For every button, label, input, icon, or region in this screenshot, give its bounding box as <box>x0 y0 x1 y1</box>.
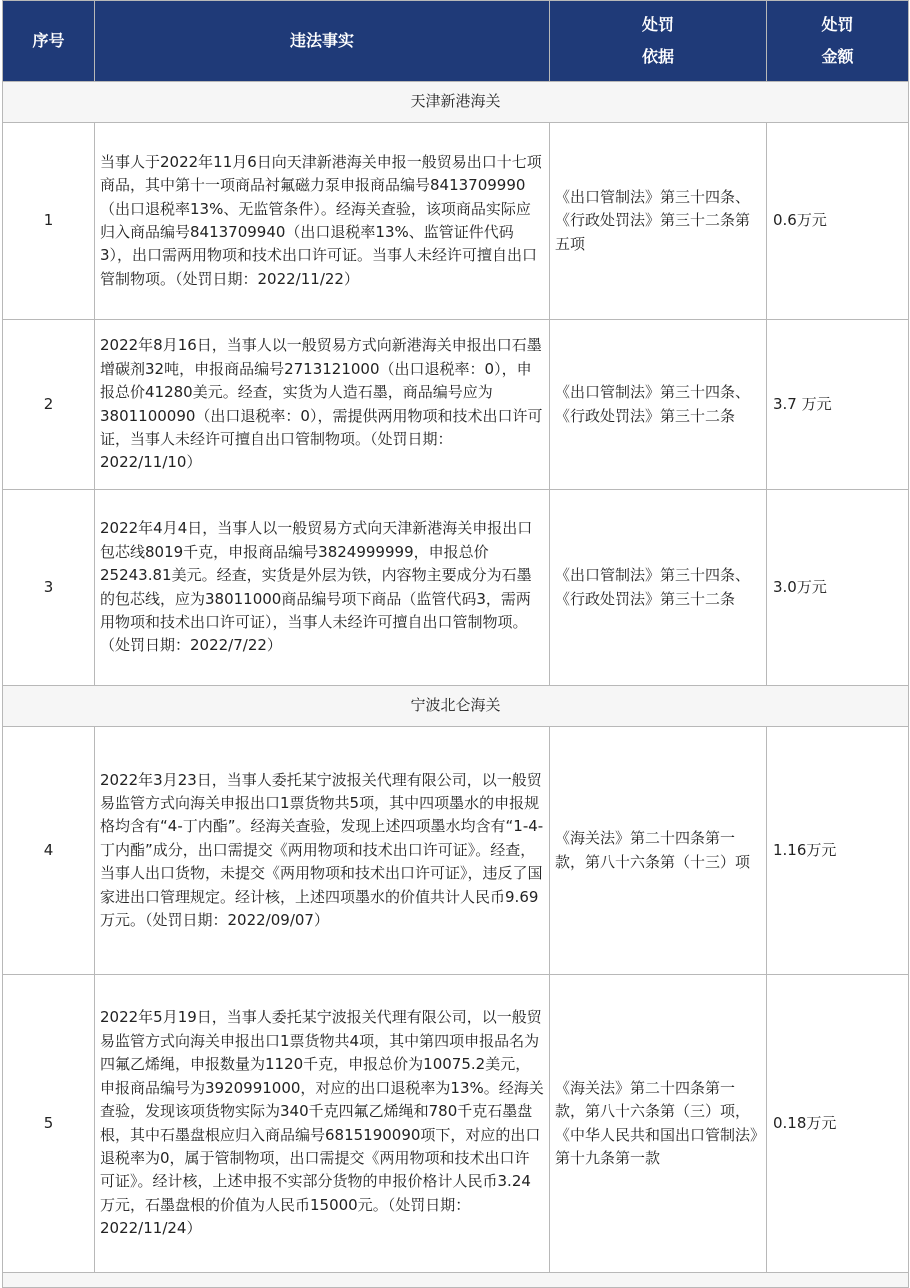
penalty-basis: 《出口管制法》第三十四条、《行政处罚法》第三十二条 <box>550 490 767 686</box>
violation-facts: 2022年8月16日，当事人以一般贸易方式向新港海关申报出口石墨增碳剂32吨，申报商品编号2713121000（出口退税率：0），申报总价41280美元。经查，实货为人造石墨，商品编号应为3801100090（出口退税率：0），需提供两用物项和技术出口许可证，当事人未经许可擅自出口管制物项。（处罚日期：2022/11/10） <box>95 320 550 490</box>
violation-facts: 2022年3月23日，当事人委托某宁波报关代理有限公司，以一般贸易监管方式向海关申报出口1票货物共5项，其中四项墨水的申报规格均含有“4-丁内酯”。经海关查验，发现上述四项墨水均含有“1-4-丁内酯”成分，出口需提交《两用物项和技术出口许可证》。经查，当事人出口货物，未提交《两用物项和技术出口许可证》，违反了国家进出口管理规定。经计核，上述四项墨水的价值共计人民币9.69万元。（处罚日期：2022/09/07） <box>95 727 550 975</box>
section-title: 天津新港海关 <box>3 82 909 123</box>
violation-facts: 2022年4月4日，当事人以一般贸易方式向天津新港海关申报出口包芯线8019千克，申报商品编号3824999999，申报总价25243.81美元。经查，实货是外层为铁，内容物主要成分为石墨的包芯线，应为38011000商品编号项下商品（监管代码3，需两用物项和技术出口许可证），当事人未经许可擅自出口管制物项。（处罚日期：2022/7/22） <box>95 490 550 686</box>
penalty-basis: 《海关法》第二十四条第一款，第八十六条第（十三）项 <box>550 727 767 975</box>
section-row <box>3 82 909 123</box>
row-number: 3 <box>3 490 95 686</box>
row-number: 4 <box>3 727 95 975</box>
header-facts: 违法事实 <box>95 1 550 82</box>
penalty-basis: 《出口管制法》第三十四条、《行政处罚法》第三十二条 <box>550 320 767 490</box>
table-row <box>3 727 909 975</box>
header-basis: 处罚 依据 <box>550 1 767 82</box>
header-seq: 序号 <box>3 1 95 82</box>
penalty-amount: 0.6万元 <box>767 123 909 320</box>
header-row <box>3 1 909 82</box>
header-amount: 处罚 金额 <box>767 1 909 82</box>
section-row <box>3 686 909 727</box>
table-row <box>3 490 909 686</box>
row-number: 2 <box>3 320 95 490</box>
penalty-amount: 1.16万元 <box>767 727 909 975</box>
violation-facts: 当事人于2022年11月6日向天津新港海关申报一般贸易出口十七项商品，其中第十一项商品衬氟磁力泵申报商品编号8413709990（出口退税率13%、无监管条件）。经海关查验，该项商品实际应归入商品编号8413709940（出口退税率13%、监管证件代码3），出口需两用物项和技术出口许可证。当事人未经许可擅自出口管制物项。（处罚日期：2022/11/22） <box>95 123 550 320</box>
penalty-table <box>2 0 909 1288</box>
table-row <box>3 975 909 1273</box>
row-number: 1 <box>3 123 95 320</box>
section-title: 宁波北仑海关 <box>3 686 909 727</box>
next-section-cell <box>3 1273 909 1288</box>
penalty-amount: 3.0万元 <box>767 490 909 686</box>
row-number: 5 <box>3 975 95 1273</box>
table-row <box>3 123 909 320</box>
penalty-basis: 《出口管制法》第三十四条、《行政处罚法》第三十二条第五项 <box>550 123 767 320</box>
penalty-basis: 《海关法》第二十四条第一款，第八十六条第（三）项，《中华人民共和国出口管制法》第十九条第一款 <box>550 975 767 1273</box>
next-section-row <box>3 1273 909 1288</box>
table-row <box>3 320 909 490</box>
violation-facts: 2022年5月19日，当事人委托某宁波报关代理有限公司，以一般贸易监管方式向海关申报出口1票货物共4项，其中第四项申报品名为四氟乙烯绳，申报数量为1120千克，申报总价为10075.2美元，申报商品编号为3920991000，对应的出口退税率为13%。经海关查验，发现该项货物实际为340千克四氟乙烯绳和780千克石墨盘根，其中石墨盘根应归入商品编号6815190090项下，对应的出口退税率为0，属于管制物项，出口需提交《两用物项和技术出口许可证》。经计核，上述申报不实部分货物的申报价格计人民币3.24万元，石墨盘根的价值为人民币15000元。（处罚日期：2022/11/24） <box>95 975 550 1273</box>
penalty-amount: 0.18万元 <box>767 975 909 1273</box>
penalty-amount: 3.7 万元 <box>767 320 909 490</box>
